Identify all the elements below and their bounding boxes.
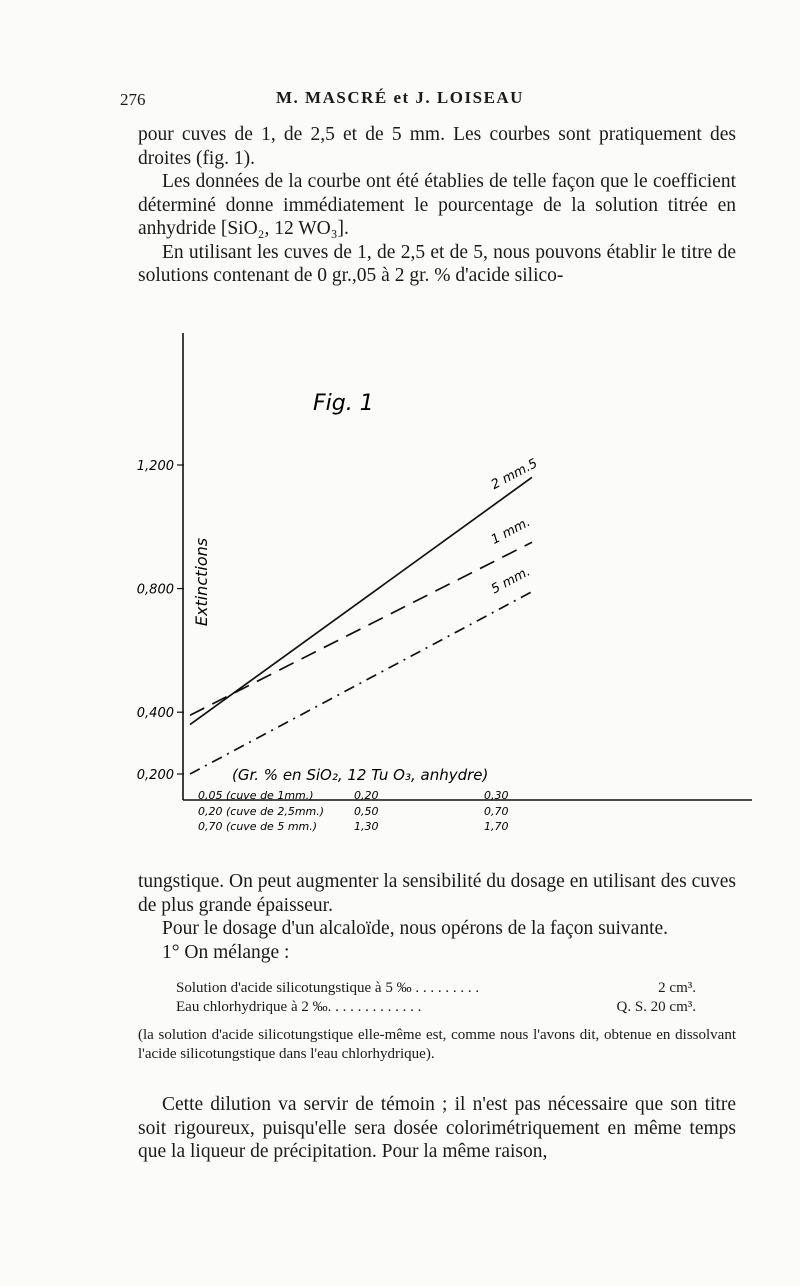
chart-axes (177, 333, 752, 800)
recipe-row (176, 979, 696, 998)
page-number: 276 (120, 90, 146, 109)
x-tick-label: 0,05 (cuve de 1mm.) (198, 789, 314, 802)
recipe-item: Eau chlorhydrique à 2 ‰. . . . . . . . . . . . . (176, 999, 422, 1015)
x-tick-label: 0,30 (484, 789, 509, 802)
series-line (190, 542, 532, 715)
recipe-list (176, 979, 696, 1017)
recipe-amount: 2 cm³. (658, 980, 696, 996)
recipe-row (176, 998, 696, 1017)
paragraph: 1° On mélange : (162, 941, 290, 963)
running-title: M. MASCRÉ et J. LOISEAU (276, 88, 524, 107)
final-text (138, 1093, 736, 1164)
x-axis-label: (Gr. % en SiO₂, 12 Tu O₃, anhydre) (232, 766, 489, 784)
x-tick-label: 0,50 (354, 805, 379, 818)
series-label: 1 mm. (488, 514, 533, 548)
y-tick-label: 1,200 (136, 459, 174, 474)
note-paragraph: (la solution d'acide silicotungstique elle-même est, comme nous l'avons dit, obtenue en dissolvant l'acide silicotungstique dans l'eau chlorhydrique). (138, 1027, 736, 1062)
paragraph: Cette dilution va servir de témoin ; il n'est pas nécessaire que son titre soit rigoureux, puisqu'elle sera dosée colorimétriquement en même temps que la liqueur de précipitation. Pour la même raison, (138, 1094, 736, 1162)
x-tick-label: 0,20 (cuve de 2,5mm.) (198, 805, 325, 818)
series-label: 2 mm.5 (488, 456, 541, 493)
recipe-amount: Q. S. 20 cm³. (616, 999, 696, 1015)
series-label: 5 mm. (488, 564, 533, 598)
x-tick-label: 0,70 (484, 805, 509, 818)
recipe-item: Solution d'acide silicotungstique à 5 ‰ . . . . . . . . . (176, 980, 480, 996)
y-tick-label: 0,400 (136, 706, 174, 722)
series-line (190, 477, 532, 724)
x-tick-label: 0,70 (cuve de 5 mm.) (198, 820, 318, 833)
x-tick-label: 1,30 (354, 820, 379, 833)
series-line (190, 592, 532, 774)
paragraph: pour cuves de 1, de 2,5 et de 5 mm. Les courbes sont pratiquement des droites (fig. 1). (138, 124, 736, 169)
chart-series (190, 477, 532, 774)
paragraph: Les données de la courbe ont été établies de telle façon que le coefficient déterminé donne immédiatement le pourcentage de la solution titrée en anhydride [SiO₂, 12 WO₃]. (138, 171, 736, 239)
y-tick-label: 0,800 (136, 582, 174, 598)
x-tick-label: 1,70 (484, 820, 509, 833)
y-axis-label: Extinctions (192, 537, 211, 627)
paragraph: En utilisant les cuves de 1, de 2,5 et de 5, nous pouvons établir le titre de solutions contenant de 0 gr.,05 à 2 gr. % d'acide silico- (138, 241, 736, 286)
y-tick-label: 0,200 (136, 768, 174, 783)
after-text (138, 870, 736, 964)
chart-title: Fig. 1 (313, 391, 374, 416)
paragraph: tungstique. On peut augmenter la sensibilité du dosage en utilisant des cuves de plus grande épaisseur. (138, 871, 736, 916)
x-tick-label: 0,20 (354, 789, 379, 802)
paragraph: Pour le dosage d'un alcaloïde, nous opérons de la façon suivante. (162, 918, 669, 939)
chart-labels (137, 391, 540, 833)
